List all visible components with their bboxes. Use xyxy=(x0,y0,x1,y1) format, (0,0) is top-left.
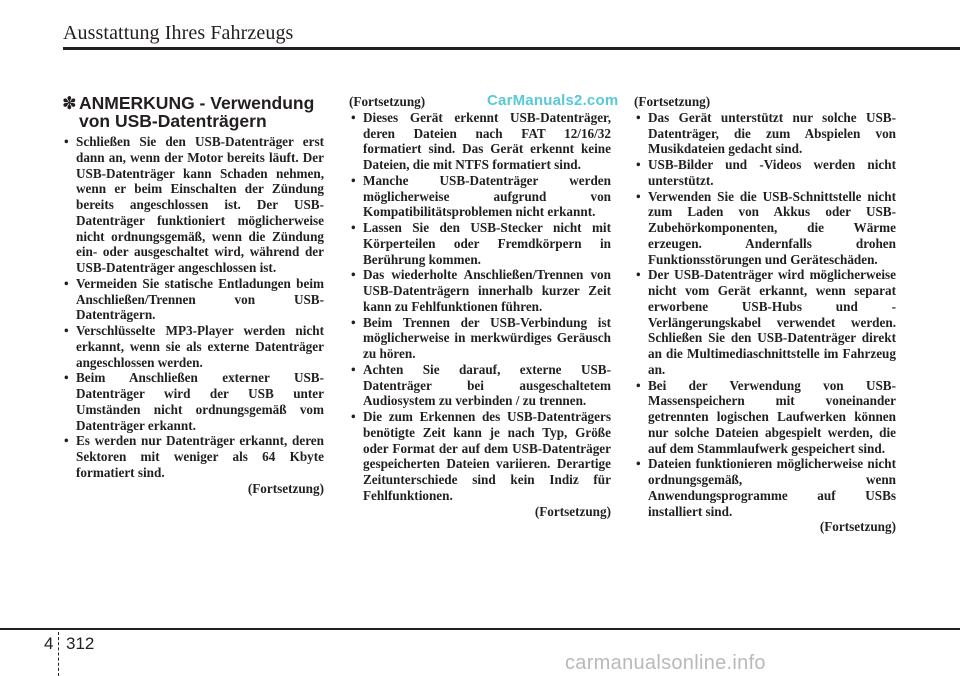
list-item: • Beim Anschließen externer USB-Datenträger wird der USB unter Umständen nicht ordnungsgemäß vom Datenträger erkannt. xyxy=(62,370,324,433)
list-item: • Das Gerät unterstützt nur solche USB-Datenträger, die zum Abspielen von Musikdateien gedacht sind. xyxy=(634,110,896,157)
page-divider xyxy=(58,632,59,676)
column-1 xyxy=(62,94,324,496)
list-item: • Bei der Verwendung von USB-Massenspeichern mit voneinander getrennten logischen Laufwerken können nur solche Dateien abgespielt werden, die auf dem Stammlaufwerk gespeichert sind. xyxy=(634,378,896,457)
column-2 xyxy=(349,94,611,519)
list-item: • Beim Trennen der USB-Verbindung ist möglicherweise in merkwürdiges Geräusch zu hören. xyxy=(349,315,611,362)
continuation-footer: (Fortsetzung) xyxy=(534,503,611,519)
list-item: • Verschlüsselte MP3-Player werden nicht erkannt, wenn sie als externe Datenträger angeschlossen werden. xyxy=(62,323,324,370)
note-star-icon: ✽ xyxy=(62,93,77,113)
note-list-1 xyxy=(62,134,324,481)
list-item: • Der USB-Datenträger wird möglicherweise nicht vom Gerät erkannt, wenn separat erworbene USB-Hubs und -Verlängerungskabel verwendet werden. Schließen Sie den USB-Datenträger direkt an die Multimediaschnittstelle im Fahrzeug an. xyxy=(634,267,896,377)
list-item: • Dieses Gerät erkennt USB-Datenträger, deren Dateien nach FAT 12/16/32 formatiert sind. Das Gerät erkennt keine Dateien, die mit NTFS formatiert sind. xyxy=(349,110,611,173)
column-3 xyxy=(634,94,896,535)
continuation-header: (Fortsetzung) xyxy=(634,94,711,109)
watermark-logo: CarManuals2.com xyxy=(487,92,619,109)
note-title xyxy=(62,94,324,130)
continuation-footer: (Fortsetzung) xyxy=(247,480,324,496)
page-header-title: Ausstattung Ihres Fahrzeugs xyxy=(63,22,294,44)
list-item: • Manche USB-Datenträger werden möglicherweise aufgrund von Kompatibilitätsproblemen nicht erkannt. xyxy=(349,173,611,220)
footer-rule xyxy=(0,628,960,630)
bottom-watermark: carmanualsonline.info xyxy=(565,652,766,674)
note-title-line1: ANMERKUNG - Verwendung xyxy=(79,93,315,113)
continuation-header: (Fortsetzung) xyxy=(349,94,426,109)
list-item: • Schließen Sie den USB-Datenträger erst dann an, wenn der Motor bereits läuft. Der USB-Datenträger kann Schaden nehmen, wenn er beim Einschalten der Zündung bereits angeschlossen ist. Der USB-Datenträger funktioniert möglicherweise nicht ordnungsgemäß, wenn die Zündung ein- oder ausgeschaltet wird, während der USB-Datenträger angeschlossen ist. xyxy=(62,134,324,276)
header-rule xyxy=(63,47,960,50)
note-list-3 xyxy=(634,110,896,520)
list-item: • Das wiederholte Anschließen/Trennen von USB-Datenträgern innerhalb kurzer Zeit kann zu Fehlfunktionen führen. xyxy=(349,267,611,314)
section-number: 4 xyxy=(44,634,54,653)
list-item: • USB-Bilder und -Videos werden nicht unterstützt. xyxy=(634,157,896,189)
page-number: 312 xyxy=(66,634,95,653)
note-title-line2: von USB-Datenträgern xyxy=(79,111,267,131)
list-item: • Achten Sie darauf, externe USB-Datenträger bei ausgeschaltetem Audiosystem zu verbinden / zu trennen. xyxy=(349,362,611,409)
list-item: • Die zum Erkennen des USB-Datenträgers benötigte Zeit kann je nach Typ, Größe oder Format der auf dem USB-Datenträger gespeicherten Dateien variieren. Derartige Zeitunterschiede sind kein Indiz für Fehlfunktionen. xyxy=(349,409,611,504)
list-item: • Verwenden Sie die USB-Schnittstelle nicht zum Laden von Akkus oder USB-Zubehörkomponenten, die Wärme erzeugen. Andernfalls drohen Funktionsstörungen und Geräteschäden. xyxy=(634,189,896,268)
list-item: • Es werden nur Datenträger erkannt, deren Sektoren mit weniger als 64 Kbyte formatiert sind. xyxy=(62,433,324,480)
list-item: • Vermeiden Sie statische Entladungen beim Anschließen/Trennen von USB-Datenträgern. xyxy=(62,276,324,323)
note-list-2 xyxy=(349,110,611,504)
list-item: • Dateien funktionieren möglicherweise nicht ordnungsgemäß, wenn Anwendungsprogramme auf USBs installiert sind. xyxy=(634,456,896,519)
list-item: • Lassen Sie den USB-Stecker nicht mit Körperteilen oder Fremdkörpern in Berührung kommen. xyxy=(349,220,611,267)
continuation-footer: (Fortsetzung) xyxy=(819,519,896,535)
